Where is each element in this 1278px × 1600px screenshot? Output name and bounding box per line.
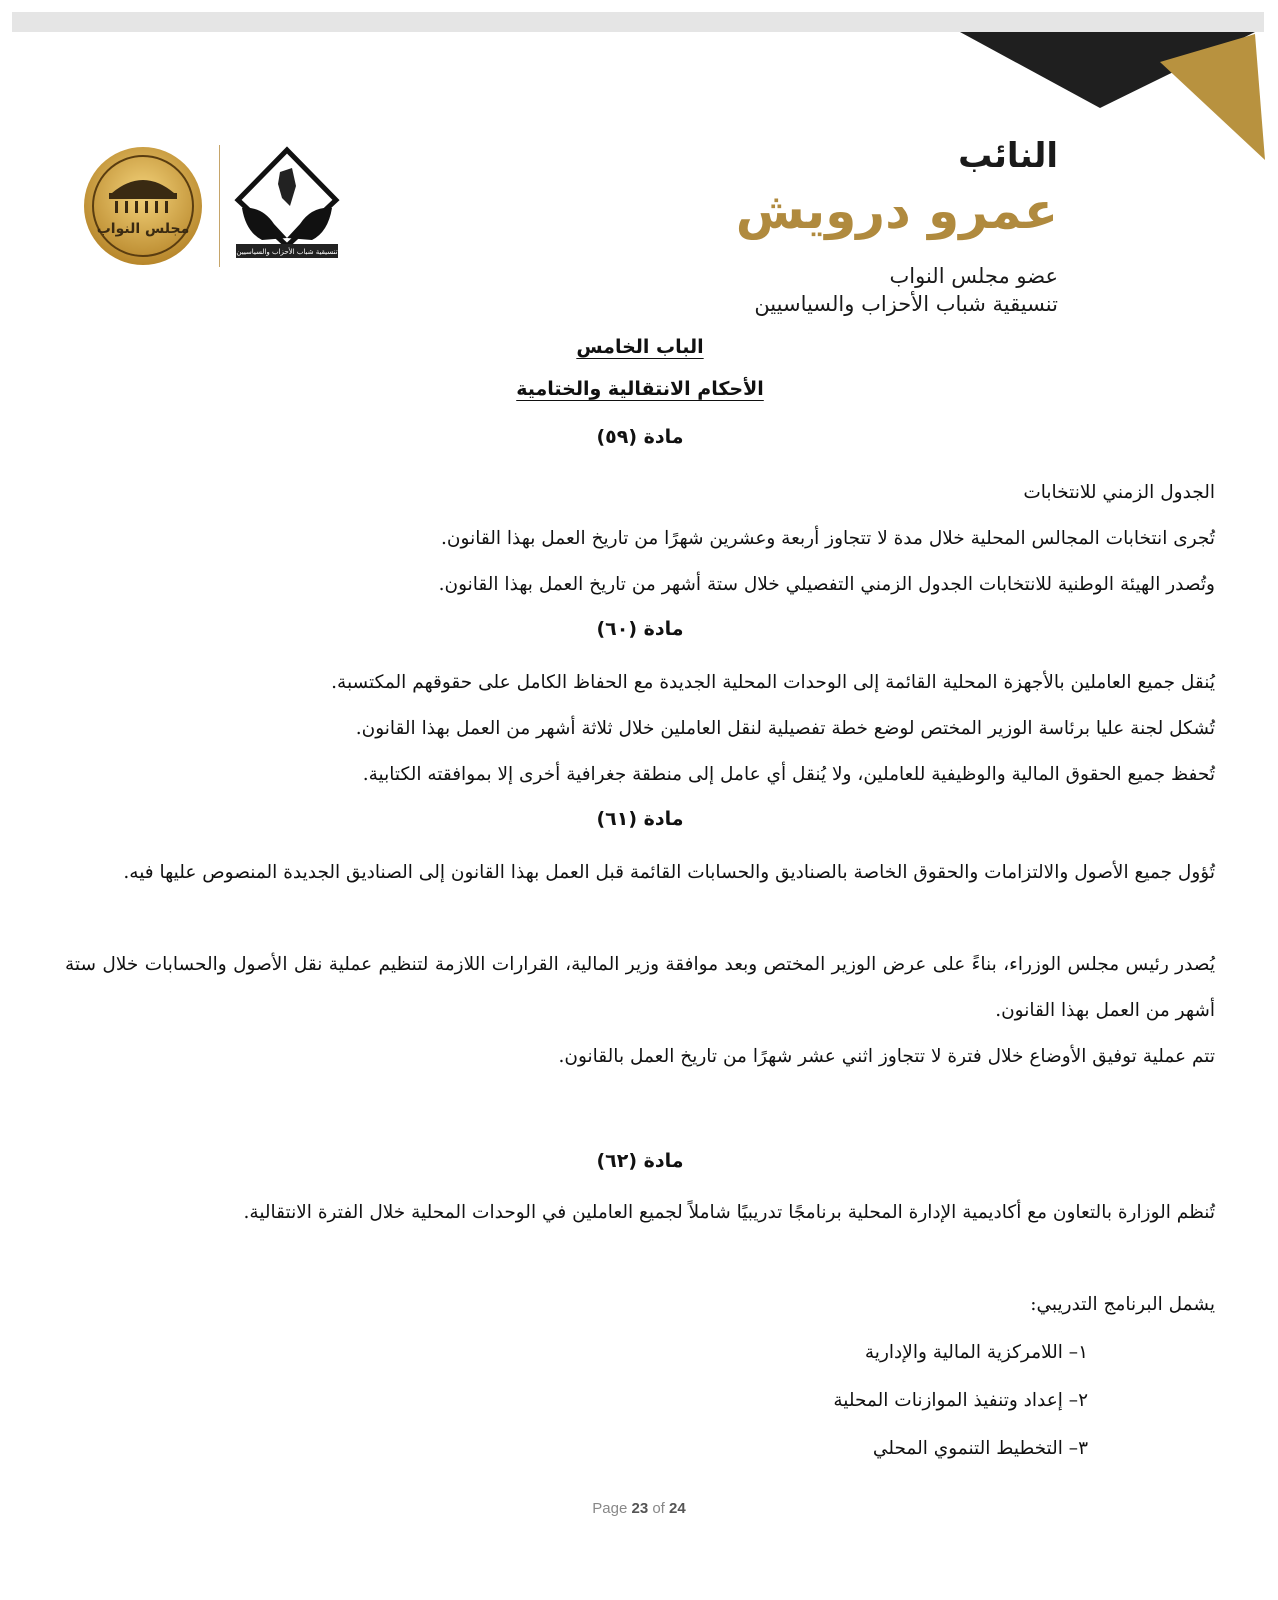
article-61-paragraph: تُؤول جميع الأصول والالتزامات والحقوق الخاصة بالصناديق والحسابات القائمة قبل العمل بهذا القانون إلى الصناديق الجديدة المنصوص عليها فيه. xyxy=(123,862,1215,883)
article-59-paragraph: وتُصدر الهيئة الوطنية للانتخابات الجدول الزمني التفصيلي خلال ستة أشهر من تاريخ العمل بهذا القانون. xyxy=(438,574,1215,595)
article-60-paragraph: يُنقل جميع العاملين بالأجهزة المحلية القائمة إلى الوحدات المحلية الجديدة مع الحفاظ الكامل على حقوقهم المكتسبة. xyxy=(331,672,1215,693)
article-60-paragraph: تُشكل لجنة عليا برئاسة الوزير المختص لوضع خطة تفصيلية لنقل العاملين خلال ثلاثة أشهر من العمل بهذا القانون. xyxy=(355,718,1215,739)
seal-text: مجلس النواب xyxy=(96,221,190,237)
article-60-paragraph: تُحفظ جميع الحقوق المالية والوظيفية للعاملين، ولا يُنقل أي عامل إلى منطقة جغرافية أخرى إلا بموافقته الكتابية. xyxy=(362,764,1215,785)
page-number: Page 23 of 24 xyxy=(592,1500,686,1517)
article-62-title: مادة (٦٢) xyxy=(596,1150,684,1172)
article-59-paragraph: تُجرى انتخابات المجالس المحلية خلال مدة لا تتجاوز أربعة وعشرين شهرًا من تاريخ العمل بهذا القانون. xyxy=(441,528,1215,549)
article-62-paragraph: تُنظم الوزارة بالتعاون مع أكاديمية الإدارة المحلية برنامجًا تدريبيًا شاملاً لجميع العاملين في الوحدات المحلية خلال الفترة الانتقالية. xyxy=(243,1202,1215,1223)
list-item: ١– اللامركزية المالية والإدارية xyxy=(864,1342,1088,1363)
chapter-title: الباب الخامس xyxy=(576,336,704,358)
article-62-paragraph: يشمل البرنامج التدريبي: xyxy=(1030,1294,1215,1315)
article-60-title: مادة (٦٠) xyxy=(596,618,684,640)
header-subtitle-2: تنسيقية شباب الأحزاب والسياسيين xyxy=(754,292,1058,316)
article-61-paragraph: تتم عملية توفيق الأوضاع خلال فترة لا تتجاوز اثني عشر شهرًا من تاريخ العمل بالقانون. xyxy=(558,1046,1215,1067)
article-61-paragraph: يُصدر رئيس مجلس الوزراء، بناءً على عرض الوزير المختص وبعد موافقة وزير المالية، القرارات اللازمة لتنظيم عملية نقل الأصول والحسابات خلال ستة أشهر من العمل بهذا القانون. xyxy=(65,954,1215,1021)
coordination-logo-text: تنسيقية شباب الأحزاب والسياسيين xyxy=(236,248,338,256)
article-59-title: مادة (٥٩) xyxy=(596,426,684,448)
article-61-title: مادة (٦١) xyxy=(596,808,684,830)
list-item: ٢– إعداد وتنفيذ الموازنات المحلية xyxy=(833,1390,1088,1411)
article-59-paragraph: الجدول الزمني للانتخابات xyxy=(1023,482,1215,503)
logo-divider xyxy=(219,145,220,267)
chapter-subtitle: الأحكام الانتقالية والختامية xyxy=(516,378,764,400)
header-title: النائب xyxy=(958,136,1058,176)
coordination-logo xyxy=(232,146,342,262)
header-subtitle-1: عضو مجلس النواب xyxy=(889,264,1058,288)
parliament-seal-logo xyxy=(82,145,204,267)
list-item: ٣– التخطيط التنموي المحلي xyxy=(872,1438,1088,1459)
header-name: عمرو درويش xyxy=(735,182,1058,240)
